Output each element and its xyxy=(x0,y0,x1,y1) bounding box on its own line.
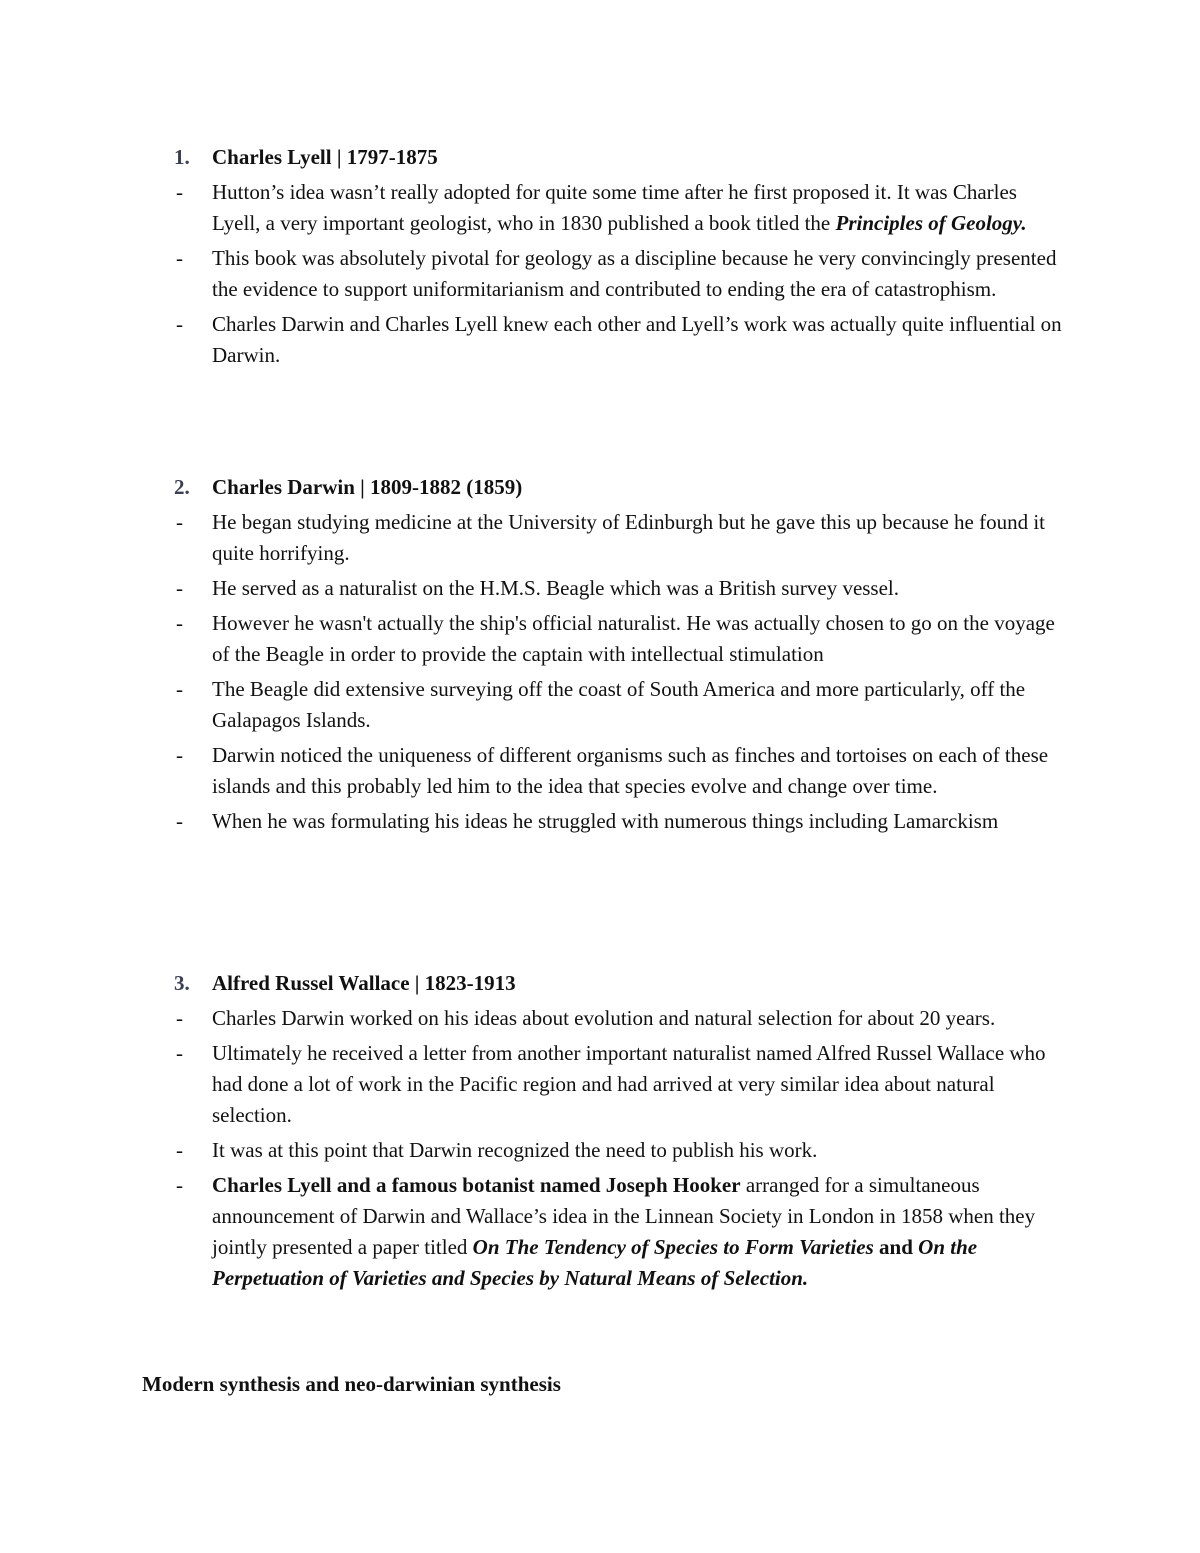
dash-bullet-icon: - xyxy=(176,1173,183,1197)
list-item xyxy=(0,674,1062,736)
list-number: 3. xyxy=(174,971,190,995)
dash-bullet-icon: - xyxy=(176,180,183,204)
bullet-text: He began studying medicine at the University of Edinburgh but he gave this up because he found it quite horrifying. xyxy=(212,510,1045,565)
bullet-text: However he wasn't actually the ship's official naturalist. He was actually chosen to go on the voyage of the Beagle in order to provide the captain with intellectual stimulation xyxy=(212,611,1055,666)
list-number: 2. xyxy=(174,475,190,499)
dash-bullet-icon: - xyxy=(176,1006,183,1030)
subheading-modern-synthesis: Modern synthesis and neo-darwinian synthesis xyxy=(142,1372,561,1396)
conjunction: and xyxy=(873,1235,919,1259)
dash-bullet-icon: - xyxy=(176,1041,183,1065)
section-heading: Alfred Russel Wallace | 1823-1913 xyxy=(212,971,516,995)
bullet-text: It was at this point that Darwin recognized the need to publish his work. xyxy=(212,1138,818,1162)
section-heading-row xyxy=(0,471,1200,503)
list-number: 1. xyxy=(174,145,190,169)
section-heading: Charles Darwin | 1809-1882 (1859) xyxy=(212,475,523,499)
section-charles-darwin xyxy=(0,471,1200,837)
section-heading-row xyxy=(0,141,1200,173)
section-heading: Charles Lyell | 1797-1875 xyxy=(212,145,438,169)
dash-bullet-icon: - xyxy=(176,510,183,534)
list-item xyxy=(0,1170,1062,1294)
list-item xyxy=(0,608,1062,670)
book-title: Principles of Geology. xyxy=(835,211,1027,235)
section-alfred-russel-wallace xyxy=(0,967,1200,1294)
section-heading-row xyxy=(0,967,1200,999)
bullet-text: He served as a naturalist on the H.M.S. Beagle which was a British survey vessel. xyxy=(212,576,900,600)
bullet-text: When he was formulating his ideas he struggled with numerous things including Lamarckism xyxy=(212,809,999,833)
dash-bullet-icon: - xyxy=(176,312,183,336)
dash-bullet-icon: - xyxy=(176,743,183,767)
dash-bullet-icon: - xyxy=(176,246,183,270)
bullet-text: This book was absolutely pivotal for geology as a discipline because he very convincingly presented the evidence to support uniformitarianism and contributed to ending the era of catastrophism. xyxy=(212,246,1057,301)
bullet-text: The Beagle did extensive surveying off the coast of South America and more particularly, off the Galapagos Islands. xyxy=(212,677,1026,732)
bullet-text: Ultimately he received a letter from another important naturalist named Alfred Russel Wallace who had done a lot of work in the Pacific region and had arrived at very similar idea about natural selection. xyxy=(212,1041,1046,1127)
list-item xyxy=(0,243,1062,305)
bullet-text: Hutton’s idea wasn’t really adopted for quite some time after he first proposed it. It was Charles Lyell, a very important geologist, who in 1830 published a book titled the xyxy=(212,180,1017,235)
bullet-text: arranged for a simultaneous announcement of Darwin and Wallace’s idea in the Linnean Society in London in 1858 when they jointly presented a paper titled xyxy=(212,1173,1036,1259)
list-item xyxy=(0,806,1062,837)
bullet-text: Charles Darwin worked on his ideas about evolution and natural selection for about 20 years. xyxy=(212,1006,996,1030)
dash-bullet-icon: - xyxy=(176,677,183,701)
list-item xyxy=(0,1038,1062,1131)
bold-names: Charles Lyell and a famous botanist named Joseph Hooker xyxy=(212,1173,741,1197)
bullet-text: Darwin noticed the uniqueness of different organisms such as finches and tortoises on each of these islands and this probably led him to the idea that species evolve and change over time. xyxy=(212,743,1049,798)
list-item xyxy=(0,1003,1062,1034)
paper-title: On the Perpetuation of Varieties and Species by Natural Means of Selection. xyxy=(212,1235,978,1290)
dash-bullet-icon: - xyxy=(176,1138,183,1162)
list-item xyxy=(0,309,1062,371)
list-item xyxy=(0,573,1062,604)
list-item xyxy=(0,177,1062,239)
list-item xyxy=(0,507,1062,569)
dash-bullet-icon: - xyxy=(176,576,183,600)
list-item xyxy=(0,1135,1062,1166)
section-charles-lyell xyxy=(0,141,1200,371)
dash-bullet-icon: - xyxy=(176,809,183,833)
dash-bullet-icon: - xyxy=(176,611,183,635)
bullet-text: Charles Darwin and Charles Lyell knew each other and Lyell’s work was actually quite influential on Darwin. xyxy=(212,312,1062,367)
list-item xyxy=(0,740,1062,802)
paper-title: On The Tendency of Species to Form Varieties xyxy=(472,1235,874,1259)
